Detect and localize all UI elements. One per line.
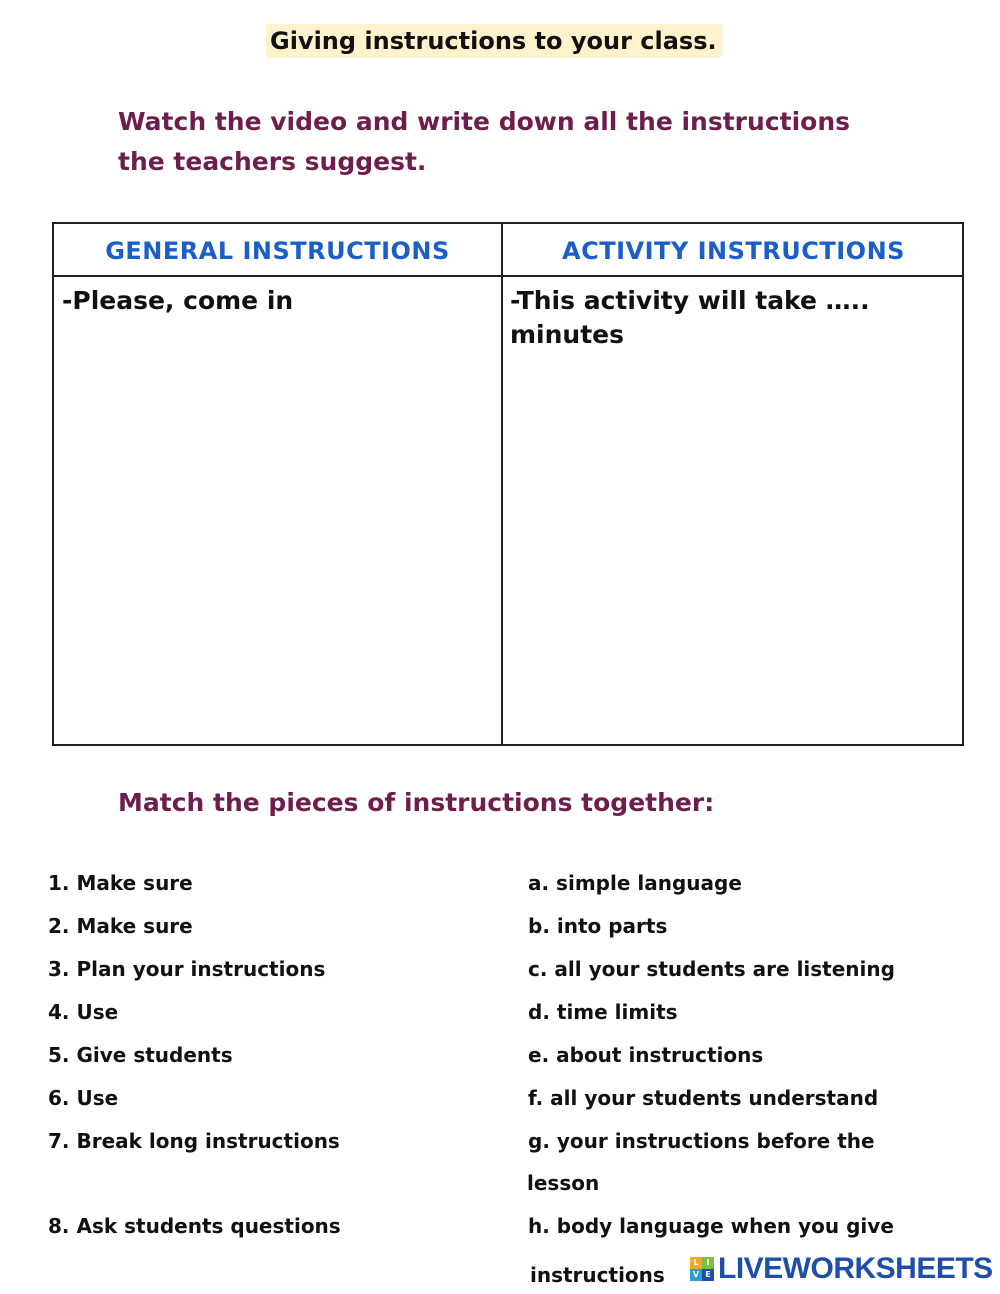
match-heading: Match the pieces of instructions together: <box>118 788 715 817</box>
match-right-item[interactable]: g. your instructions before the <box>528 1129 875 1153</box>
match-left-item[interactable]: 2. Make sure <box>48 914 193 938</box>
match-left-item[interactable]: 8. Ask students questions <box>48 1214 341 1238</box>
match-right-item-continued: instructions <box>530 1263 665 1287</box>
liveworksheets-logo <box>690 1252 993 1286</box>
exercise-instruction: Watch the video and write down all the instructions the teachers suggest. <box>118 107 851 176</box>
match-left-item[interactable]: 5. Give students <box>48 1043 233 1067</box>
column-divider <box>501 224 503 744</box>
liveworksheets-wordmark: LIVEWORKSHEETS <box>718 1252 993 1285</box>
instructions-table <box>52 222 964 746</box>
match-left-item[interactable]: 3. Plan your instructions <box>48 957 326 981</box>
match-right-item-continued: lesson <box>527 1171 600 1195</box>
match-left-item[interactable]: 7. Break long instructions <box>48 1129 340 1153</box>
liveworksheets-mark-icon: L I V E <box>690 1257 714 1281</box>
match-left-item[interactable]: 6. Use <box>48 1086 119 1110</box>
header-general-instructions: GENERAL INSTRUCTIONS <box>105 237 450 265</box>
match-left-item[interactable]: 4. Use <box>48 1000 119 1024</box>
header-activity-instructions: ACTIVITY INSTRUCTIONS <box>562 237 905 265</box>
match-right-item[interactable]: e. about instructions <box>528 1043 764 1067</box>
worksheet-title: Giving instructions to your class. <box>266 24 721 58</box>
match-right-item[interactable]: f. all your students understand <box>528 1086 879 1110</box>
match-right-item[interactable]: a. simple language <box>528 871 742 895</box>
match-right-item[interactable]: c. all your students are listening <box>528 957 895 981</box>
match-right-item[interactable]: b. into parts <box>528 914 668 938</box>
match-right-item[interactable]: d. time limits <box>528 1000 678 1024</box>
cell-activity-instructions[interactable]: -This activity will take ….. minutes <box>510 286 870 349</box>
cell-general-instructions[interactable]: -Please, come in <box>62 286 294 315</box>
match-left-item[interactable]: 1. Make sure <box>48 871 193 895</box>
match-right-item[interactable]: h. body language when you give <box>528 1214 894 1238</box>
